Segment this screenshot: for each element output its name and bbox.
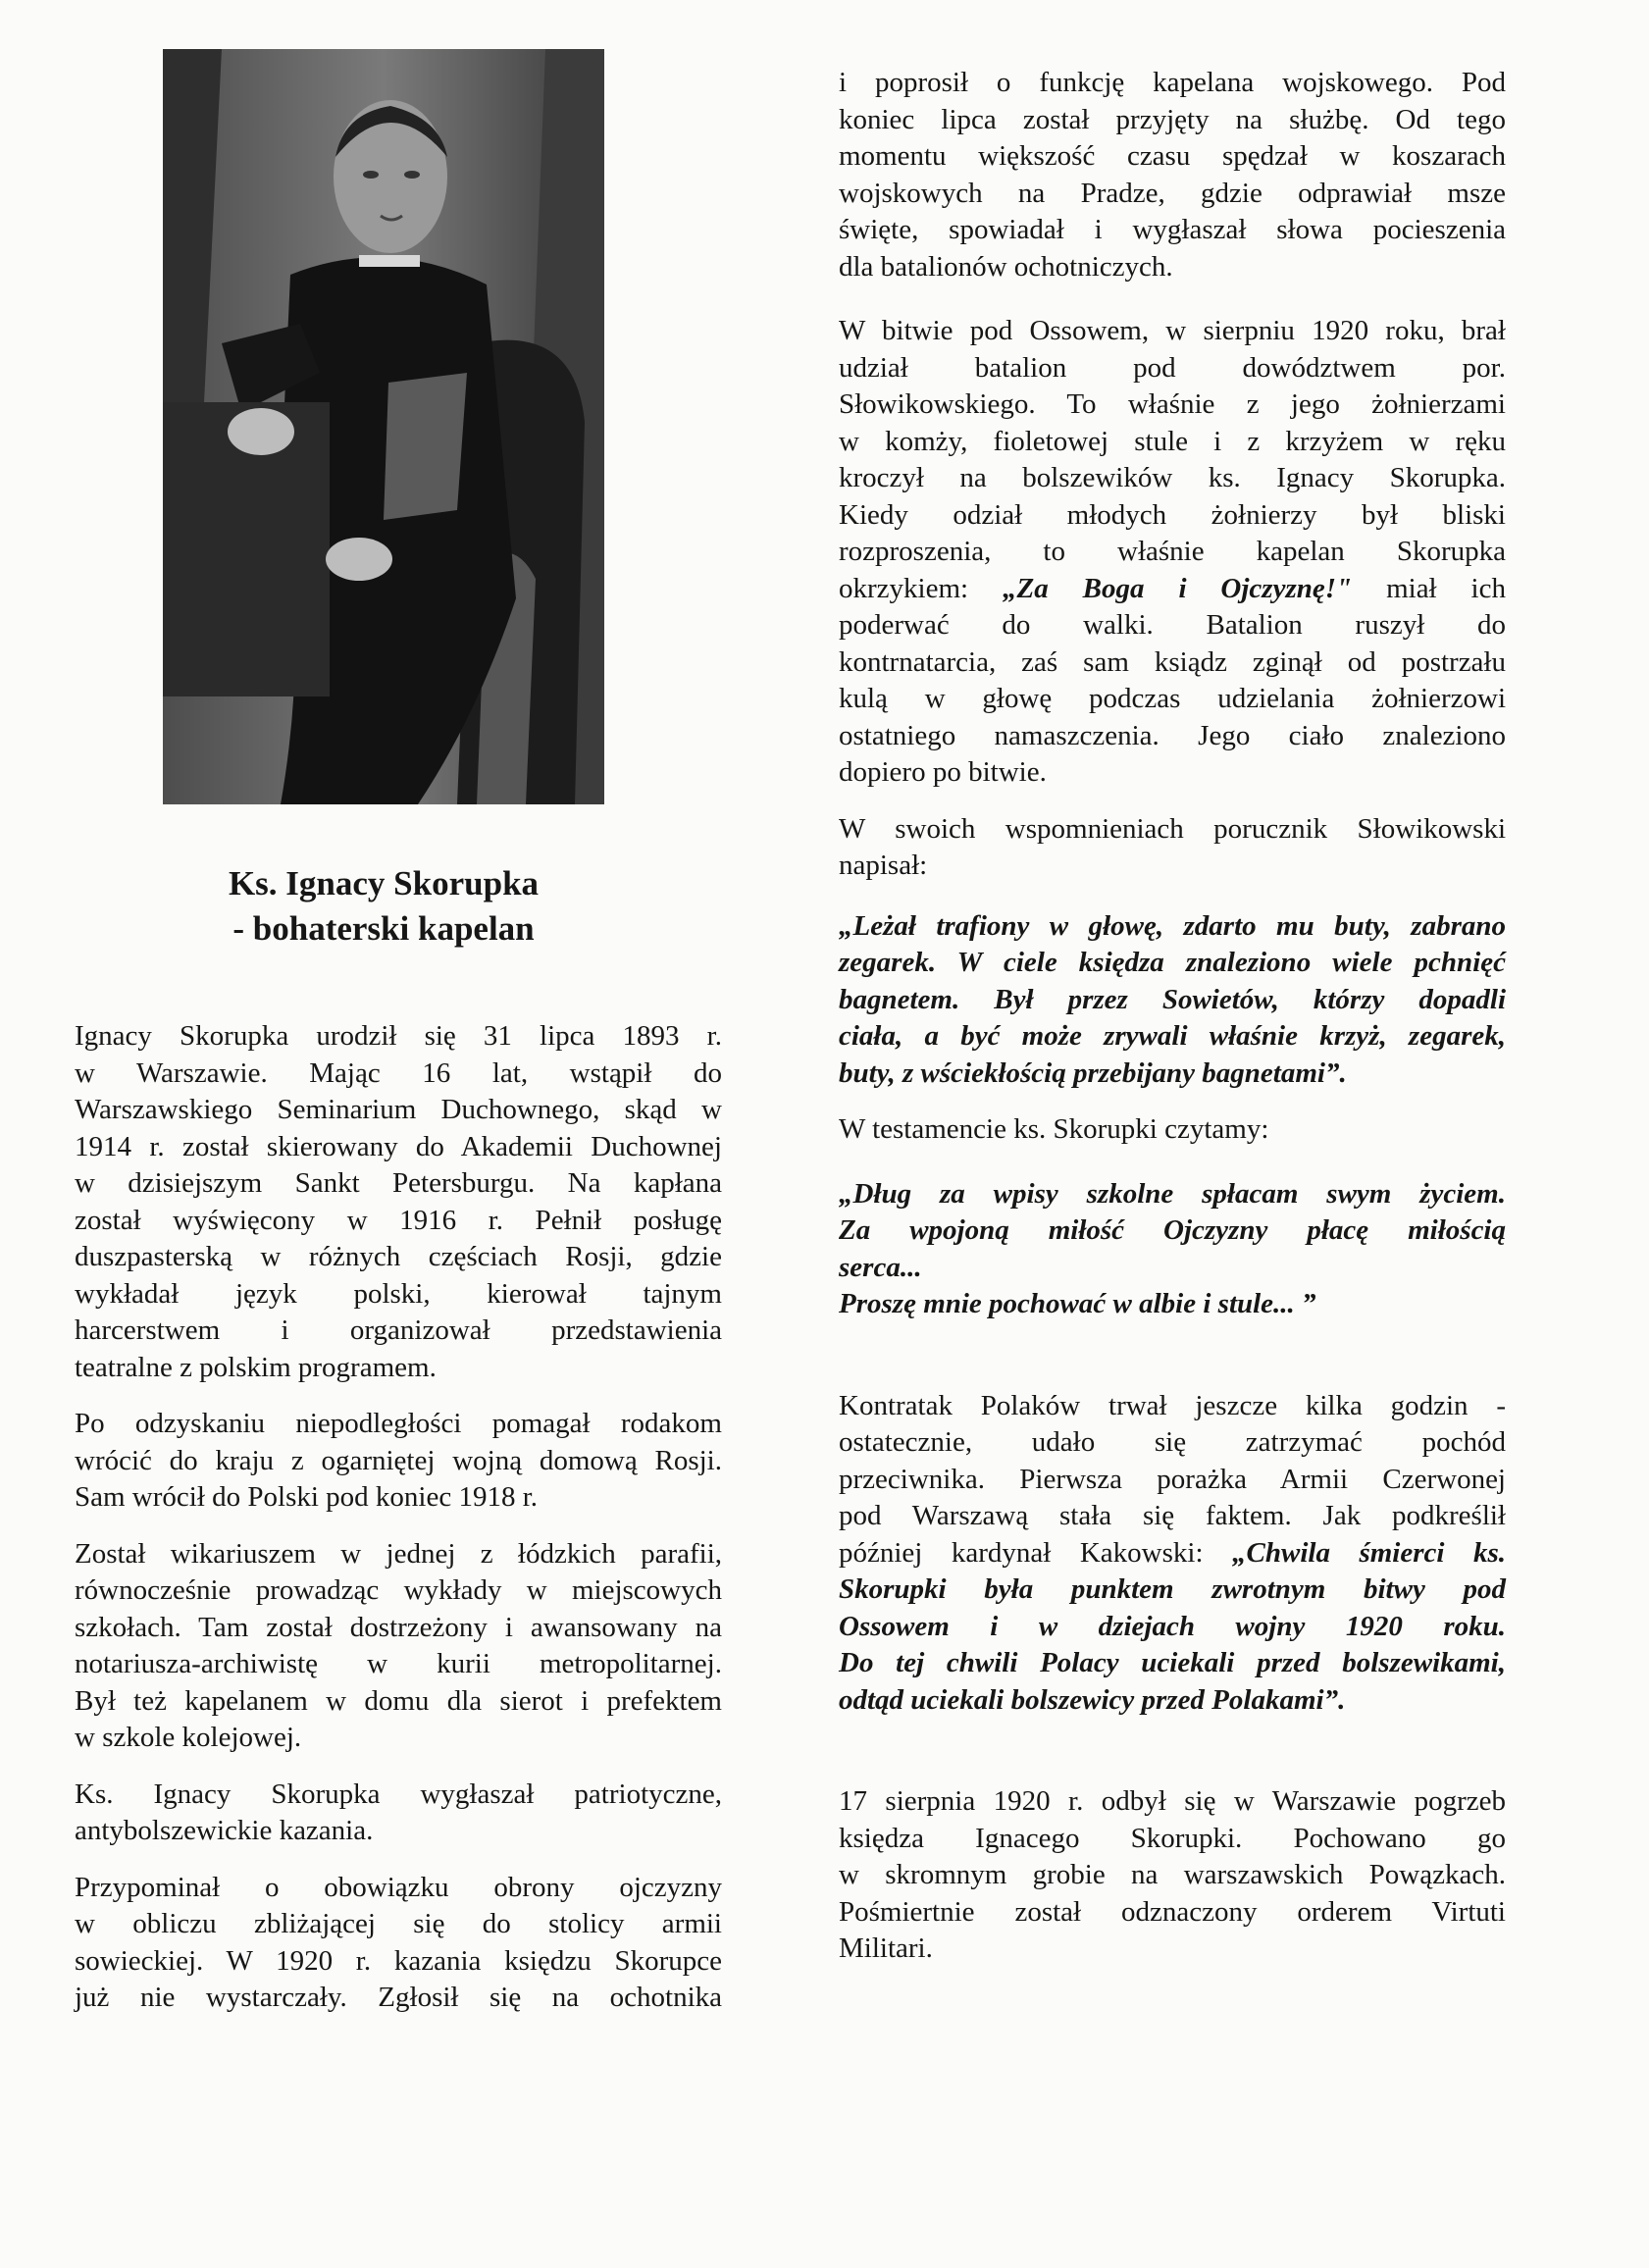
- text-line: święte, spowiadał i wygłaszał słowa pocieszenia: [839, 214, 1506, 245]
- text-line: „Leżał trafiony w głowę, zdarto mu buty, zabrano: [839, 909, 1506, 942]
- paragraph-independence: [75, 1406, 722, 1517]
- text-line: Został wikariuszem w jednej z łódzkich parafii,: [75, 1537, 722, 1570]
- text-line: w skromnym grobie na warszawskich Powązkach.: [839, 1859, 1506, 1890]
- text-fragment: miał ich: [1352, 572, 1506, 604]
- heading-line-2: - bohaterski kapelan: [232, 909, 535, 948]
- text-line: równocześnie prowadząc wykłady w miejscowych: [75, 1574, 722, 1606]
- text-line: bagnetem. Był przez Sowietów, którzy dopadli: [839, 983, 1506, 1015]
- portrait-illustration: [163, 49, 604, 804]
- text-line: rozproszenia, to właśnie kapelan Skorupka: [839, 536, 1506, 567]
- text-line: Skorupki była punktem zwrotnym bitwy pod: [839, 1573, 1506, 1605]
- paragraph-memoirs: [839, 811, 1506, 885]
- text-line: w obliczu zbliżającej się do stolicy armii: [75, 1908, 722, 1939]
- text-line: Warszawskiego Seminarium Duchownego, skąd w: [75, 1094, 722, 1125]
- text-line: Słowikowskiego. To właśnie z jego żołnierzami: [839, 388, 1506, 420]
- paragraph-sermons: [75, 1777, 722, 1850]
- text-line: ostatniego namaszczenia. Jego ciało znaleziono: [839, 719, 1506, 751]
- battle-cry-quote: „Za Boga i Ojczyznę!": [1003, 572, 1353, 604]
- text-line: dla batalionów ochotniczych.: [839, 250, 1173, 283]
- heading-line-1: Ks. Ignacy Skorupka: [228, 864, 540, 902]
- text-line: przeciwnika. Pierwsza porażka Armii Czerwonej: [839, 1463, 1506, 1495]
- text-line: kroczył na bolszewików ks. Ignacy Skorupka.: [839, 462, 1506, 493]
- text-line: i poprosił o funkcję kapelana wojskowego. Pod: [839, 67, 1506, 98]
- text-line: w szkole kolejowej.: [75, 1722, 302, 1753]
- text-line: udział batalion pod dowództwem por.: [839, 351, 1506, 384]
- paragraph-testament: [839, 1111, 1506, 1149]
- text-line: Za wpojoną miłość Ojczyzny płacę miłością: [839, 1214, 1506, 1246]
- text-line: teatralne z polskim programem.: [75, 1351, 437, 1383]
- text-line: zegarek. W ciele księdza znaleziono wiele pchnięć: [839, 947, 1506, 978]
- text-line: ostatecznie, udało się zatrzymać pochód: [839, 1426, 1506, 1458]
- text-line: Ks. Ignacy Skorupka wygłaszał patriotyczne,: [75, 1778, 722, 1810]
- text-line: ciała, a być może zrywali właśnie krzyż, zegarek,: [839, 1020, 1506, 1052]
- text-line: harcerstwem i organizował przedstawienia: [75, 1314, 722, 1346]
- paragraph-battle: [839, 313, 1506, 792]
- text-line: w Warszawie. Mając 16 lat, wstąpił do: [75, 1057, 722, 1089]
- text-line: dopiero po bitwie.: [839, 756, 1047, 788]
- testament-quote: [839, 1176, 1506, 1323]
- text-line: 17 sierpnia 1920 r. odbył się w Warszawie pogrzeb: [839, 1785, 1506, 1817]
- left-column: [75, 1018, 722, 2036]
- cardinal-quote: „Chwila śmierci ks.: [1232, 1536, 1506, 1569]
- text-line: „Dług za wpisy szkolne spłacam swym życiem.: [839, 1177, 1506, 1210]
- paragraph-chaplain: [839, 65, 1506, 285]
- text-line: W testamencie ks. Skorupki czytamy:: [839, 1113, 1269, 1145]
- text-line: pod Warszawą stała się faktem. Jak podkreślił: [839, 1500, 1506, 1531]
- text-line: koniec lipca został przyjęty na służbę. Od tego: [839, 103, 1506, 135]
- text-line: poderwać do walki. Batalion ruszył do: [839, 609, 1506, 641]
- text-line: antybolszewickie kazania.: [75, 1815, 374, 1846]
- text-line: szkołach. Tam został dostrzeżony i awansowany na: [75, 1611, 722, 1643]
- text-line: duszpasterską w różnych częściach Rosji, gdzie: [75, 1241, 722, 1272]
- right-column: [839, 65, 1506, 1987]
- text-line: momentu większość czasu spędzał w koszarach: [839, 140, 1506, 172]
- text-line: kulą w głowę podczas udzielania żołnierzowi: [839, 683, 1506, 714]
- text-line: Do tej chwili Polacy uciekali przed bolszewikami,: [839, 1647, 1506, 1678]
- text-line: napisał:: [839, 850, 928, 881]
- text-line: notariusza-archiwistę w kurii metropolitarnej.: [75, 1648, 722, 1679]
- text-line: kontrnatarcia, zaś sam ksiądz zginął od postrzału: [839, 645, 1506, 678]
- memoir-quote: [839, 908, 1506, 1093]
- text-line: wrócić do kraju z ogarniętej wojną domową Rosji.: [75, 1444, 722, 1476]
- text-line: w dzisiejszym Sankt Petersburgu. Na kapłana: [75, 1167, 722, 1199]
- text-line: w komży, fioletowej stule i z krzyżem w ręku: [839, 425, 1506, 457]
- text-fragment: później kardynał Kakowski:: [839, 1536, 1233, 1569]
- text-line: buty, z wściekłością przebijany bagnetami”.: [839, 1057, 1347, 1089]
- paragraph-funeral: [839, 1783, 1506, 1968]
- text-line: Kontratak Polaków trwał jeszcze kilka godzin -: [839, 1389, 1506, 1421]
- text-line: odtąd uciekali bolszewicy przed Polakami”.: [839, 1683, 1346, 1716]
- paragraph-counterattack: [839, 1388, 1506, 1720]
- text-line: Ignacy Skorupka urodził się 31 lipca 1893 r.: [75, 1020, 722, 1052]
- text-line: sowieckiej. W 1920 r. kazania księdzu Skorupce: [75, 1944, 722, 1977]
- text-line: [839, 1535, 1506, 1572]
- text-line: wykładał język polski, kierował tajnym: [75, 1277, 722, 1310]
- text-line: W bitwie pod Ossowem, w sierpniu 1920 roku, brał: [839, 315, 1506, 346]
- text-line: Był też kapelanem w domu dla sierot i prefektem: [75, 1684, 722, 1717]
- text-line: Militari.: [839, 1933, 933, 1964]
- text-line: Pośmiertnie został odznaczony orderem Virtuti: [839, 1895, 1506, 1928]
- article-heading: [163, 861, 604, 952]
- text-line: Sam wrócił do Polski pod koniec 1918 r.: [75, 1481, 539, 1513]
- text-line: W swoich wspomnieniach porucznik Słowikowski: [839, 812, 1506, 845]
- text-fragment: okrzykiem:: [839, 572, 1004, 604]
- text-line: [839, 571, 1506, 608]
- text-line: Kiedy odział młodych żołnierzy był bliski: [839, 498, 1506, 531]
- paragraph-volunteer: [75, 1870, 722, 2017]
- text-line: Po odzyskaniu niepodległości pomagał rodakom: [75, 1408, 722, 1439]
- text-line: 1914 r. został skierowany do Akademii Duchownej: [75, 1130, 722, 1162]
- text-line: księdza Ignacego Skorupki. Pochowano go: [839, 1822, 1506, 1854]
- text-line: Ossowem i w dziejach wojny 1920 roku.: [839, 1610, 1506, 1642]
- text-line: wojskowych na Pradze, gdzie odprawiał msze: [839, 177, 1506, 209]
- paragraph-birth: [75, 1018, 722, 1386]
- paragraph-vicar: [75, 1536, 722, 1757]
- text-line: został wyświęcony w 1916 r. Pełnił posługę: [75, 1204, 722, 1236]
- text-line: serca...: [839, 1251, 922, 1283]
- text-line: Proszę mnie pochować w albie i stule... ”: [839, 1288, 1316, 1319]
- text-line: już nie wystarczały. Zgłosił się na ochotnika: [75, 1982, 722, 2013]
- text-line: Przypominał o obowiązku obrony ojczyzny: [75, 1871, 722, 1903]
- portrait-photo: [163, 49, 604, 804]
